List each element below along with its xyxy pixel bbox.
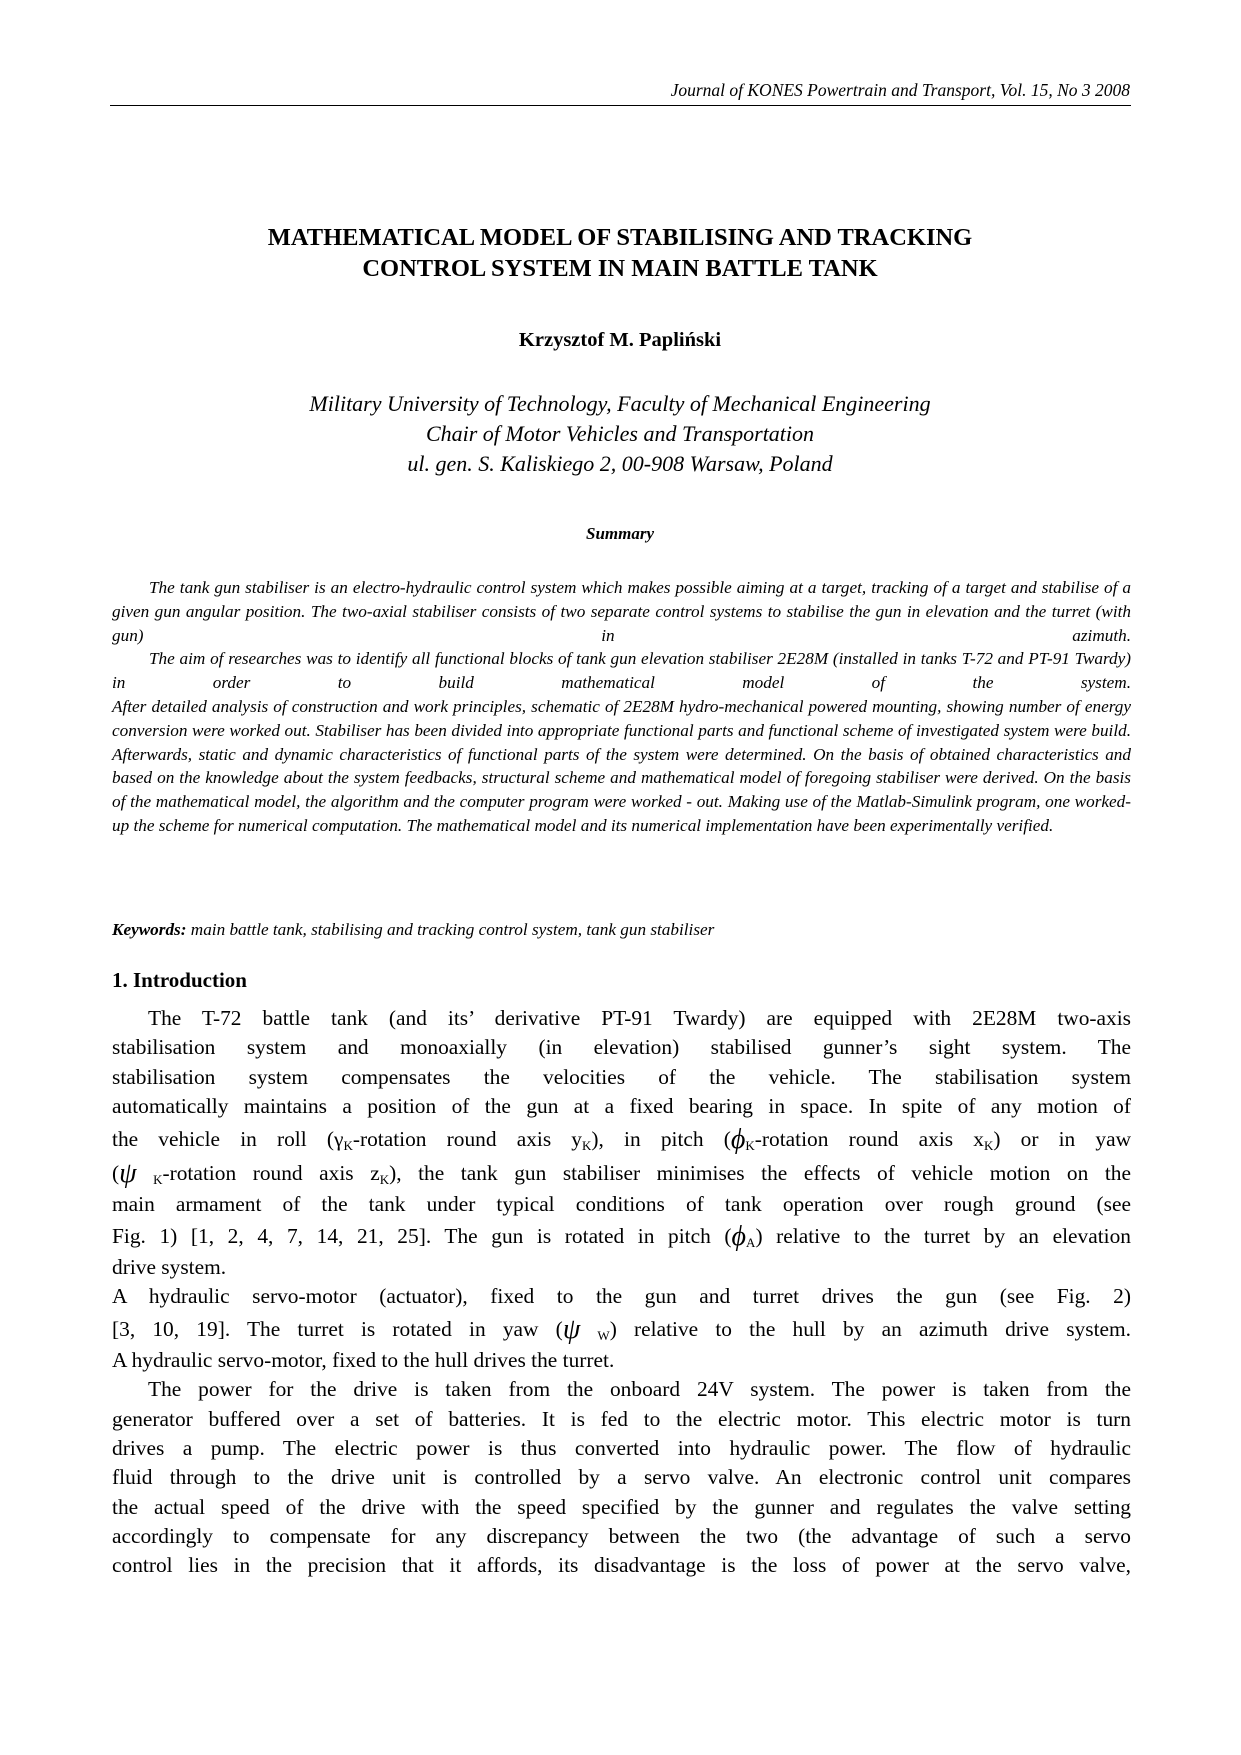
header-rule	[110, 105, 1131, 106]
body-line: drives a pump. The electric power is thus converted into hydraulic power. The flow of hydraulic	[112, 1435, 1131, 1460]
body-line: A hydraulic servo-motor (actuator), fixed to the gun and turret drives the gun (see Fig. 2)	[112, 1284, 1131, 1309]
text-fragment: ) or in yaw	[993, 1126, 1132, 1151]
body-line: stabilisation system compensates the velocities of the vehicle. The stabilisation system	[112, 1064, 1131, 1089]
affiliation-line-2: Chair of Motor Vehicles and Transportation	[425, 421, 815, 446]
title-line-1: MATHEMATICAL MODEL OF STABILISING AND TRACKING	[267, 224, 973, 251]
text-fragment: Fig. 1) [1, 2, 4, 7, 14, 21, 25]. The gun is rotated in pitch (	[112, 1223, 732, 1248]
subscript: K	[582, 1137, 592, 1153]
body-line: automatically maintains a position of the gun at a fixed bearing in space. In spite of any motion of	[112, 1094, 1131, 1119]
body-line: The T-72 battle tank (and its’ derivative PT-91 Twardy) are equipped with 2E28M two-axis	[148, 1006, 1131, 1030]
section-heading-introduction: 1. Introduction	[112, 968, 247, 992]
text-fragment: the vehicle in roll (γ	[112, 1126, 344, 1151]
subscript: A	[746, 1234, 756, 1250]
introduction-body	[112, 1004, 1131, 1581]
text-fragment: -rotation round axis y	[352, 1126, 583, 1151]
body-line: accordingly to compensate for any discrepancy between the two (the advantage of such a servo	[112, 1524, 1131, 1549]
psi-symbol: ψ	[562, 1313, 581, 1345]
author-name: Krzysztof M. Papliński	[518, 329, 722, 351]
subscript: K	[745, 1137, 755, 1153]
body-line-yaw	[112, 1156, 1131, 1190]
body-line: the actual speed of the drive with the speed specified by the gunner and regulates the valve setting	[112, 1494, 1131, 1519]
running-head: Journal of KONES Powertrain and Transport, Vol. 15, No 3 2008	[670, 80, 1130, 100]
phi-symbol: ϕ	[730, 1123, 746, 1155]
body-line: control lies in the precision that it affords, its disadvantage is the loss of power at the servo valve,	[112, 1553, 1131, 1578]
body-line: The power for the drive is taken from the onboard 24V system. The power is taken from the	[148, 1377, 1131, 1402]
body-line: drive system.	[112, 1254, 227, 1279]
text-fragment: -rotation round axis x	[754, 1126, 984, 1151]
abstract-paragraph-3: After detailed analysis of construction and work principles, schematic of 2E28M hydro-mechanical powered mounting, showing number of energy conversion were worked out. Stabiliser has been divided into appropriate functional parts and functional scheme of investigated system were build. Afterwards, static and dynamic characteristics of functional parts of the system were determined. On the basis of obtained characteristics and based on the knowledge about the system feedbacks, structural scheme and mathematical model of foregoing stabiliser were derived. On the basis of the mathematical model, the algorithm and the computer program were worked - out. Making use of the Matlab-Simulink program, one worked-up the scheme for numerical computation. The mathematical model and its numerical implementation have been experimentally verified.	[112, 696, 1131, 835]
body-line: fluid through to the drive unit is controlled by a servo valve. An electronic control unit compares	[112, 1465, 1131, 1490]
body-line: generator buffered over a set of batteries. It is fed to the electric motor. This electric motor is turn	[112, 1406, 1131, 1431]
subscript: K	[343, 1137, 353, 1153]
text-fragment: (	[112, 1160, 120, 1185]
body-line: main armament of the tank under typical conditions of tank operation over rough ground (see	[112, 1191, 1131, 1216]
text-fragment: ) relative to the turret by an elevation	[755, 1223, 1131, 1248]
body-line: A hydraulic servo-motor, fixed to the hull drives the turret.	[112, 1347, 615, 1372]
phi-symbol: ϕ	[731, 1220, 747, 1252]
body-line-roll-pitch-yaw	[112, 1122, 1131, 1156]
subscript: K	[983, 1137, 994, 1153]
affiliation-line-3: ul. gen. S. Kaliskiego 2, 00-908 Warsaw, Poland	[407, 451, 833, 476]
subscript: K	[153, 1171, 163, 1187]
abstract-paragraph-2: The aim of researches was to identify all functional blocks of tank gun elevation stabiliser 2E28M (installed in tanks T-72 and PT-91 Twardy) in order to build mathematical model of the system.	[112, 649, 1131, 693]
text-fragment: ), in pitch (	[591, 1126, 731, 1151]
paper-title	[110, 222, 1130, 284]
summary-heading: Summary	[585, 524, 655, 543]
text-fragment: -rotation round axis z	[162, 1160, 380, 1185]
text-fragment: ), the tank gun stabiliser minimises the effects of vehicle motion on the	[389, 1160, 1131, 1185]
subscript: K	[379, 1171, 390, 1187]
affiliation	[110, 389, 1130, 479]
keywords-label: Keywords:	[112, 920, 187, 939]
abstract-paragraph-1: The tank gun stabiliser is an electro-hydraulic control system which makes possible aiming at a target, tracking of a target and stabilise of a given gun angular position. The two-axial stabiliser consists of two separate control systems to stabilise the gun in elevation and the turret (with gun) in azimuth.	[112, 578, 1131, 645]
text-fragment: [3, 10, 19]. The turret is rotated in yaw (	[112, 1316, 563, 1341]
subscript: W	[597, 1327, 610, 1343]
body-line-turret-yaw	[112, 1312, 1131, 1346]
keywords-text: main battle tank, stabilising and tracking control system, tank gun stabiliser	[186, 920, 715, 939]
body-line: stabilisation system and monoaxially (in elevation) stabilised gunner’s sight system. The	[112, 1035, 1131, 1060]
title-line-2: CONTROL SYSTEM IN MAIN BATTLE TANK	[362, 255, 878, 282]
abstract	[112, 576, 1131, 838]
psi-symbol: ψ	[119, 1157, 137, 1189]
text-fragment: ) relative to the hull by an azimuth drive system.	[609, 1316, 1131, 1341]
affiliation-line-1: Military University of Technology, Faculty of Mechanical Engineering	[309, 391, 931, 416]
body-line-gun-pitch	[112, 1219, 1131, 1253]
keywords	[112, 919, 1131, 941]
